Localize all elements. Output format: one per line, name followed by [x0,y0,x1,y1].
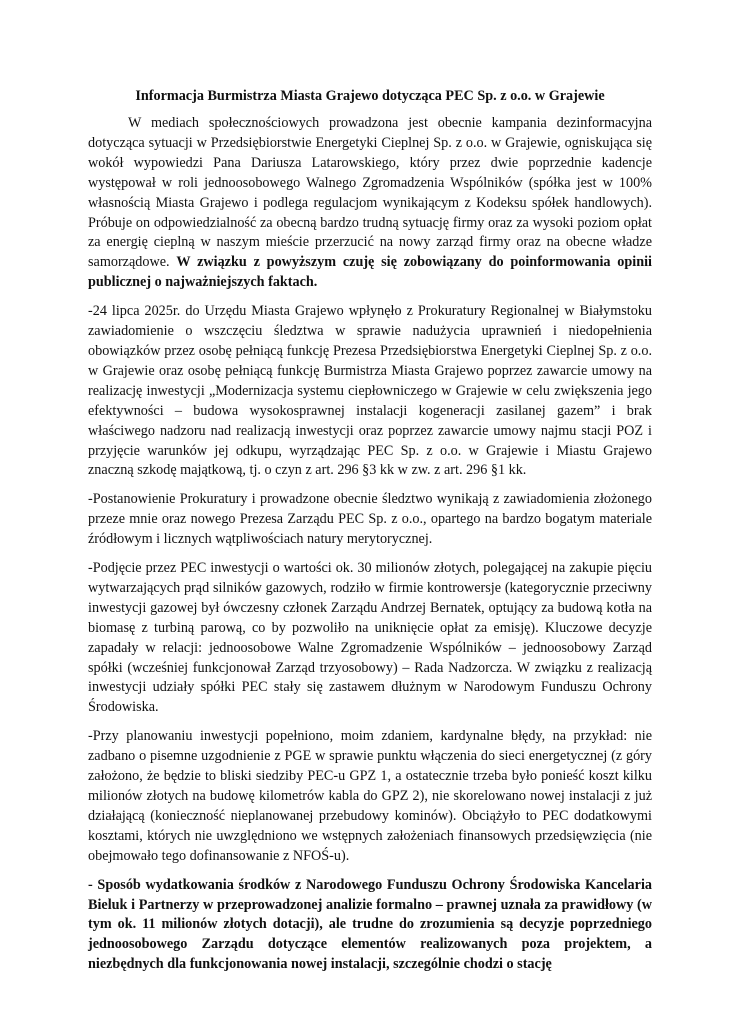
paragraph-bold: W związku z powyższym czuję się zobowiązany do poinformowania opinii publicznej o najważniejszych faktach. [88,254,652,291]
paragraph-prosecutor-decision [88,490,652,550]
paragraph-bold: - Sposób wydatkowania środków z Narodowego Funduszu Ochrony Środowiska Kancelaria Bieluk i Partnerzy w przeprowadzonej analizie formalno – prawnej uznała za prawidłowy (w tym ok. 11 milionów złotych dotacji), ale trudne do zrozumienia są decyzje poprzedniego jednoosobowego Zarządu dotyczące elementów realizowanych poza projektem, a niezbędnych dla funkcjonowania nowej instalacji, szczególnie chodzi o stację [88,876,652,973]
paragraph-planning-errors [88,727,652,866]
paragraph-text: -Przy planowaniu inwestycji popełniono, moim zdaniem, kardynalne błędy, na przykład: nie zadbano o pisemne uzgodnienie z PGE w sprawie punktu włączenia do sieci energetycznej (z góry założono, że będzie to bliski siedziby PEC-u GPZ 1, a ostatecznie trzeba było ponieść koszt kilku milionów złotych na budowę kilometrów kabla do GPZ 2), nie skorelowano nowej instalacji z już działającą (konieczność nieplanowanej przebudowy kominów). Obciążyło to PEC dodatkowymi kosztami, których nie uwzględniono we wstępnych założeniach finansowych przedsięwzięcia (nie obejmowało tego dofinansowanie z NFOŚ-u). [88,728,652,864]
paragraph-intro [88,114,652,293]
paragraph-text: -Podjęcie przez PEC inwestycji o wartości ok. 30 milionów złotych, polegającej na zakupie pięciu wytwarzających prąd silników gazowych, rodziło w firmie kontrowersje (kategorycznie przeciwny inwestycji gazowej był ówczesny członek Zarządu Andrzej Bernatek, optujący za budową kotła na biomasę z turbiną parową, co by pozwoliło na uniknięcie opłat za emisję). Kluczowe decyzje zapadały w relacji: jednoosobowe Walne Zgromadzenie Wspólników – jednoosobowy Zarząd spółki (wcześniej funkcjonował Zarząd trzyosobowy) – Rada Nadzorcza. W związku z realizacją inwestycji udziały spółki PEC stały się zastawem dłużnym w Narodowym Funduszu Ochrony Środowiska. [88,560,652,716]
paragraph-investigation [88,302,652,481]
document-title: Informacja Burmistrza Miasta Grajewo dotycząca PEC Sp. z o.o. w Grajewie [135,88,605,104]
paragraph-funding [88,876,652,976]
paragraph-text: -Postanowienie Prokuratury i prowadzone obecnie śledztwo wynikają z zawiadomienia złożonego przeze mnie oraz nowego Prezesa Zarządu PEC Sp. z o.o., opartego na bardzo bogatym materiale źródłowym i licznych wątpliwościach natury merytorycznej. [88,491,652,548]
paragraph-text: -24 lipca 2025r. do Urzędu Miasta Grajewo wpłynęło z Prokuratury Regionalnej w Białymstoku zawiadomienie o wszczęciu śledztwa w sprawie nadużycia uprawnień i niedopełnienia obowiązków przez osobę pełniącą funkcję Prezesa Przedsiębiorstwa Energetyki Cieplnej Sp. z o.o. w Grajewie oraz osobę pełniącą funkcję Burmistrza Miasta Grajewo poprzez zawarcie umowy na realizację inwestycji „Modernizacja systemu ciepłowniczego w Grajewie w celu zwiększenia jego efektywności – budowa wysokosprawnej instalacji kogeneracji zasilanej gazem” i brak właściwego nadzoru nad realizacją inwestycji oraz poprzez zawarcie umowy najmu stacji POZ i przyjęcie warunków jej odkupu, wyrządzając PEC Sp. z o.o. w Grajewie i Miastu Grajewo znaczną szkodę majątkową, tj. o czyn z art. 296 §3 kk w zw. z art. 296 §1 kk. [88,303,652,479]
paragraph-text: W mediach społecznościowych prowadzona jest obecnie kampania dezinformacyjna dotycząca sytuacji w Przedsiębiorstwie Energetyki Cieplnej Sp. z o.o. w Grajewie, ogniskująca się wokół wypowiedzi Pana Dariusza Latarowskiego, który przez dwie poprzednie kadencje występował w roli jednoosobowego Walnego Zgromadzenia Wspólników (spółka jest w 100% własnością Miasta Grajewo i podlega regulacjom wynikającym z Kodeksu spółek handlowych). Próbuje on odpowiedzialność za obecną bardzo trudną sytuację firmy oraz za wysoki poziom opłat za energię cieplną w naszym mieście przerzucić na nowy zarząd firmy oraz na obecne władze samorządowe. [88,115,652,271]
paragraph-investment-controversy [88,559,652,718]
